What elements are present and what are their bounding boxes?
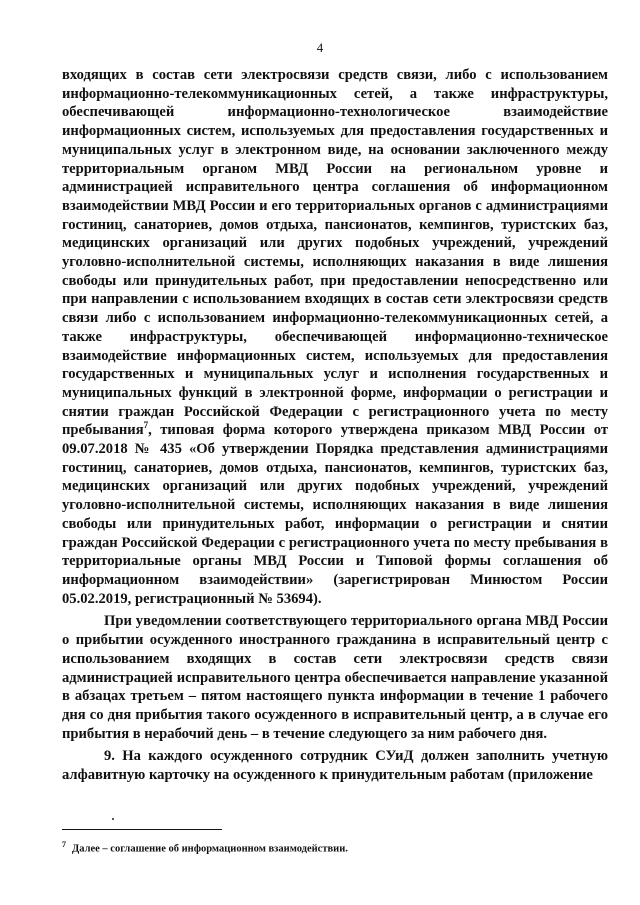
paragraph-notification: При уведомлении соответствующего территориального органа МВД России о прибытии осужденного иностранного гражданина в исправительный центр с использованием входящих в состав сети электросвязи средств связи администрацией исправительного центра обеспечивается направление указанной в абзацах третьем – пятом настоящего пункта информации в течение 1 рабочего дня со дня прибытия такого осужденного в исправительный центр, а в случае его прибытия в нерабочий день – в течение следующего за ним рабочего дня. (62, 613, 608, 742)
paragraph-continuation (62, 66, 608, 608)
footnote-number: 7 (62, 840, 66, 849)
paragraph-text: , типовая форма которого утверждена приказом МВД России от 09.07.2018 № 435 «Об утверждении Порядка представления администрациями гостиниц, санаториев, домов отдыха, пансионатов, кемпингов, туристских баз, медицинских организаций или других подобных учреждений, учреждений уголовно-исполнительной системы, исполняющих наказания в виде лишения свободы или принудительных работ, информации о регистрации и снятии граждан Российской Федерации с регистрационного учета по месту пребывания в территориальные органы МВД России и Типовой формы соглашения об информационном взаимодействии» (зарегистрирован Минюстом России 05.02.2019, регистрационный № 53694). (62, 422, 608, 607)
page-number: 4 (316, 40, 324, 55)
document-body (62, 66, 608, 785)
footnote-text: Далее – соглашение об информационном взаимодействии. (72, 843, 348, 855)
scan-speck (112, 818, 114, 820)
footnote-divider (62, 829, 222, 830)
paragraph-text: входящих в состав сети электросвязи средств связи, либо с использованием информационно-телекоммуникационных сетей, а также инфраструктуры, обеспечивающей информационно-технологическое взаимодействие информационных систем, используемых для предоставления государственных и муниципальных услуг в электронном виде, на основании заключенного между территориальным органом МВД России на региональном уровне и администрацией исправительного центра соглашения об информационном взаимодействии МВД России и его территориальных органов с администрациями гостиниц, санаториев, домов отдыха, пансионатов, кемпингов, туристских баз, медицинских организаций или других подобных учреждений, учреждений уголовно-исполнительной системы, исполняющих наказания в виде лишения свободы или принудительных работ, при предоставлении непосредственно или при направлении с использованием входящих в состав сети электросвязи средств связи либо с использованием информационно-телекоммуникационных сетей, а также инфраструктуры, обеспечивающей информационно-техническое взаимодействие информационных систем, используемых для предоставления государственных и муниципальных услуг и исполнения государственных и муниципальных функций в электронной форме, информации о регистрации и снятии граждан Российской Федерации с регистрационного учета по месту пребывания (62, 67, 608, 439)
footnote-reference: 7 (143, 420, 149, 431)
footnote (62, 838, 608, 856)
paragraph-item-9: 9. На каждого осужденного сотрудник СУиД должен заполнить учетную алфавитную карточку на осужденного к принудительным работам (приложение (62, 748, 608, 784)
